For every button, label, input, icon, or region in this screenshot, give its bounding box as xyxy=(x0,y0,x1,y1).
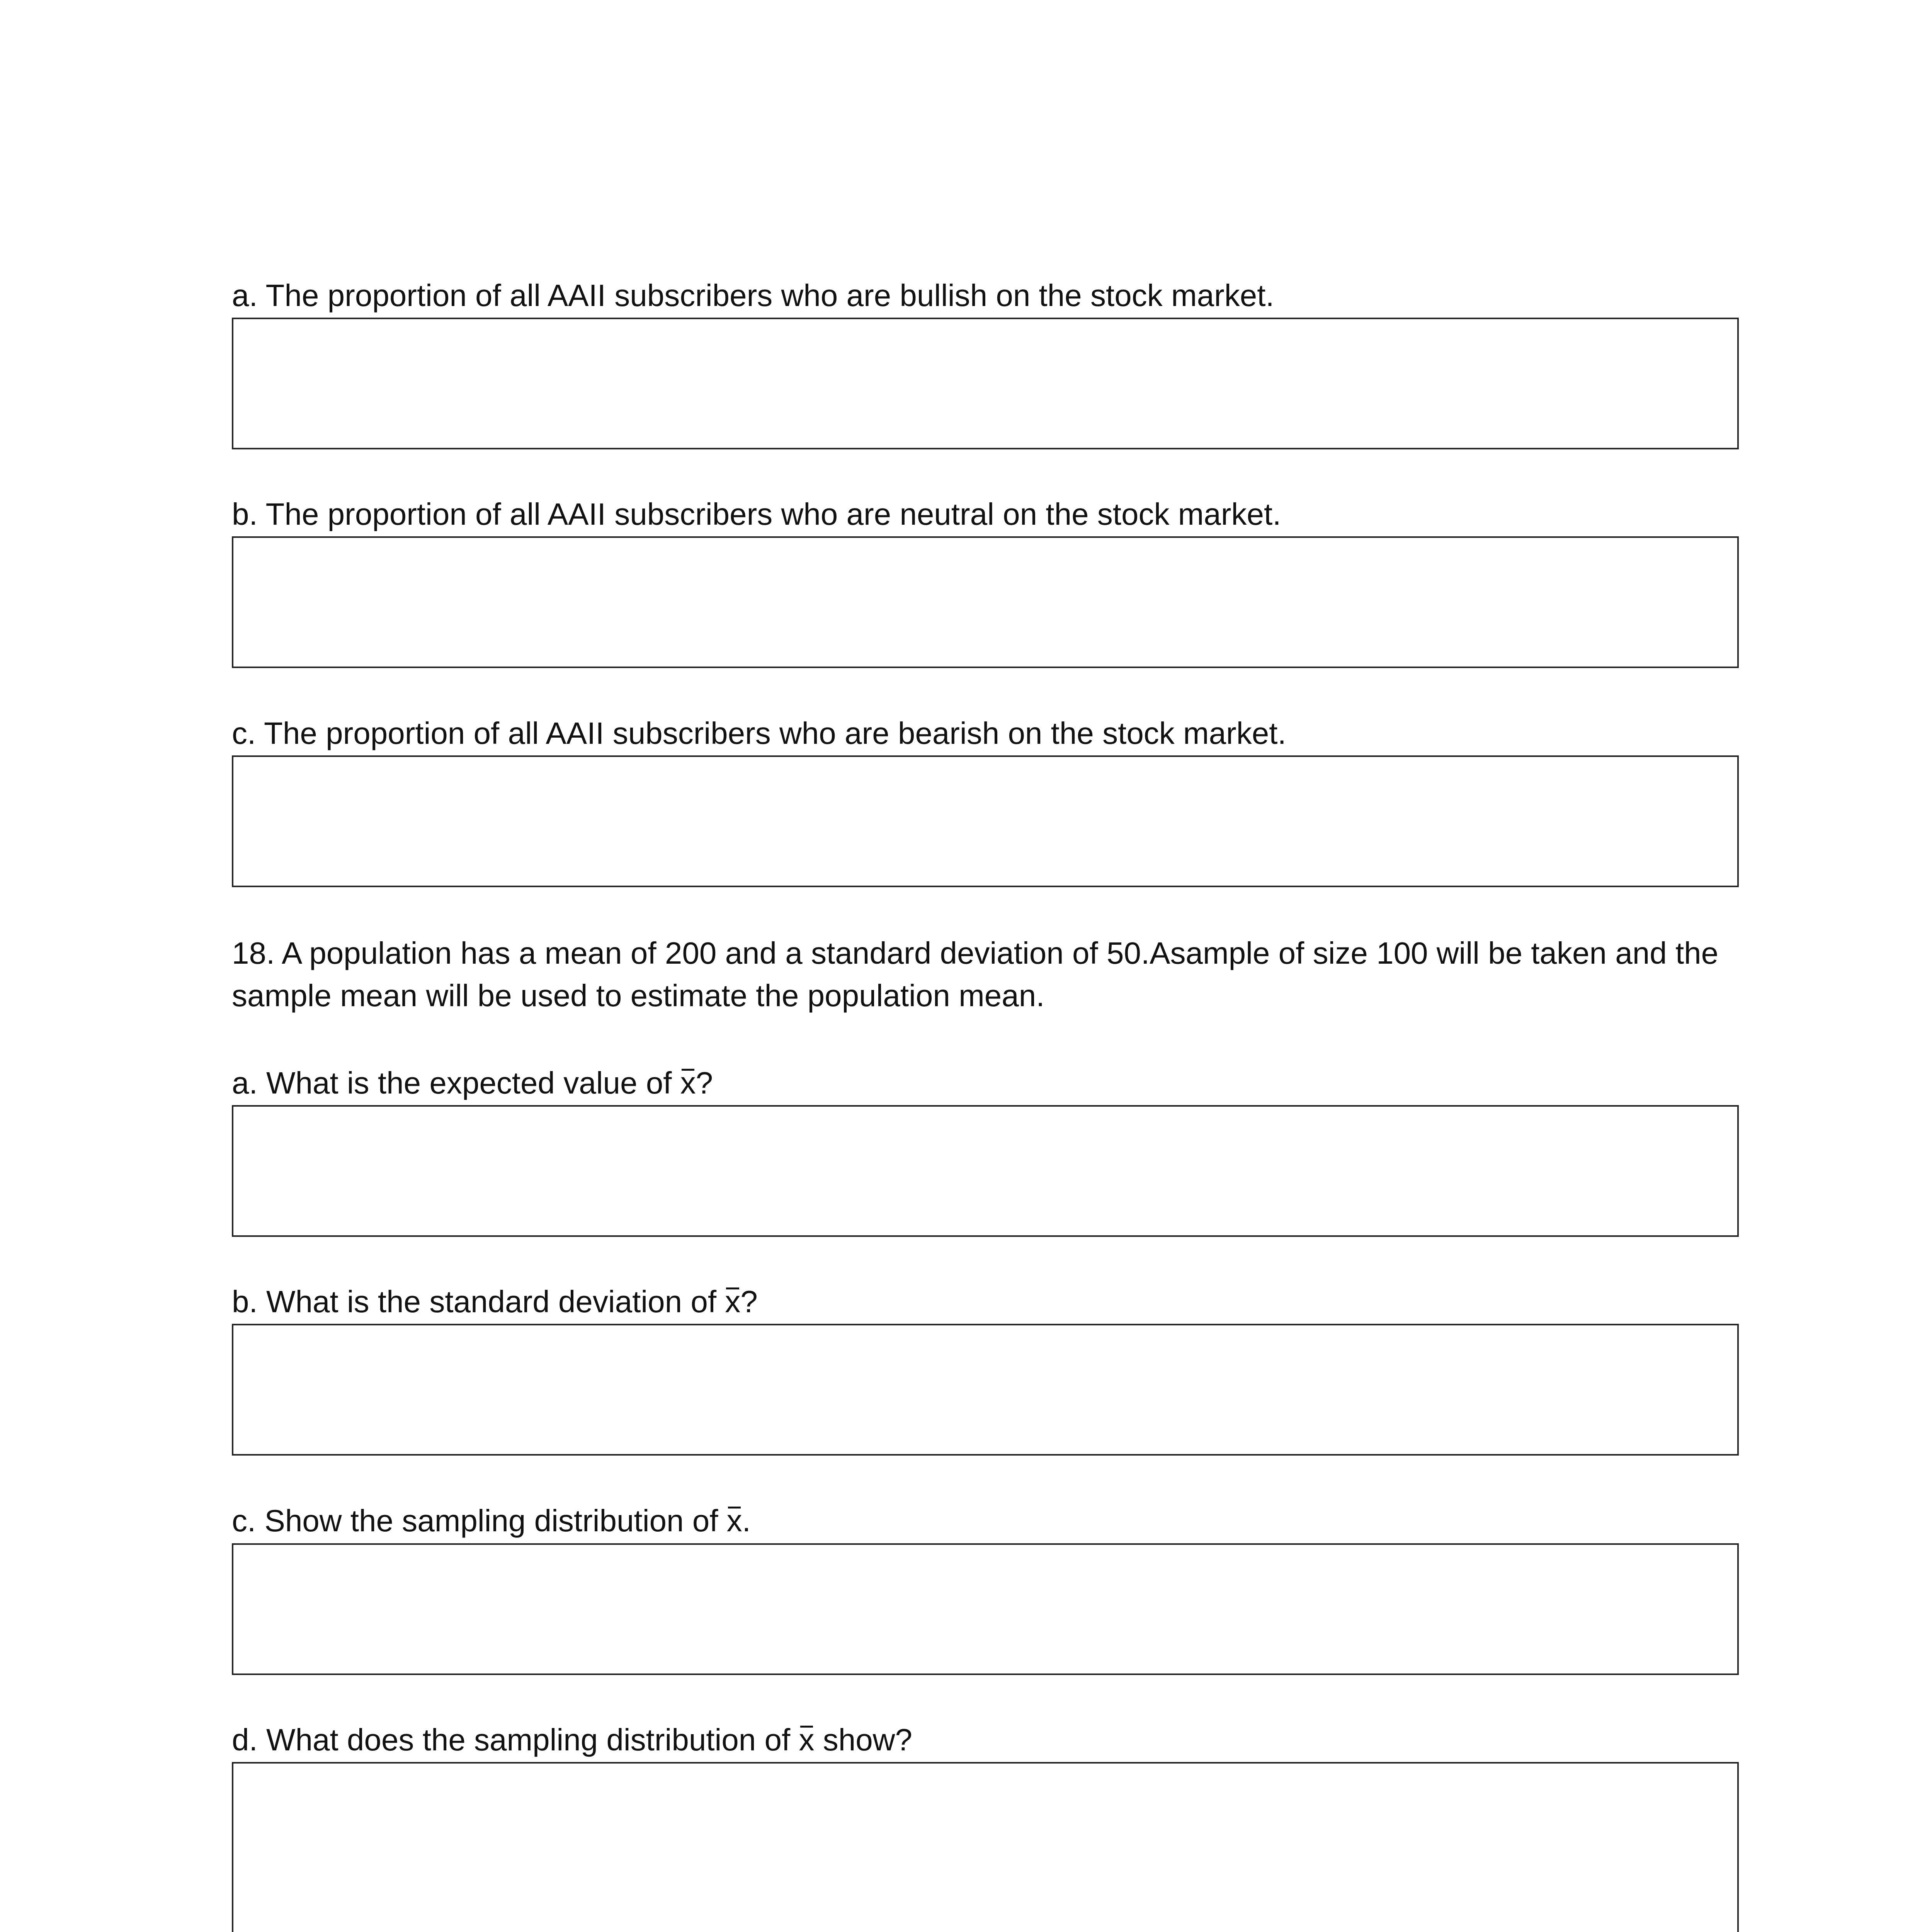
question-18a-end: ? xyxy=(696,1066,713,1100)
question-18b-end: ? xyxy=(740,1284,758,1319)
answer-box-17a[interactable] xyxy=(232,318,1739,449)
question-18c-end: . xyxy=(742,1503,751,1538)
question-18a xyxy=(232,1062,1739,1104)
question-17a: a. The proportion of all AAII subscribers who are bullish on the stock market. xyxy=(232,278,1274,313)
x-bar-symbol: x xyxy=(727,1500,742,1542)
question-18: 18. A population has a mean of 200 and a standard deviation of 50.Asample of size 100 will be taken and the sample mean will be used to estimate the population mean. xyxy=(232,936,1719,1013)
x-bar-symbol: x xyxy=(680,1062,696,1104)
question-18c xyxy=(232,1500,1739,1542)
question-17c: c. The proportion of all AAII subscribers who are bearish on the stock market. xyxy=(232,716,1286,750)
question-18b-text: b. What is the standard deviation of xyxy=(232,1284,725,1319)
answer-box-17b[interactable] xyxy=(232,536,1739,668)
question-18b xyxy=(232,1281,1739,1323)
question-18d-text: d. What does the sampling distribution of xyxy=(232,1723,799,1757)
question-18a-text: a. What is the expected value of xyxy=(232,1066,680,1100)
x-bar-symbol: x xyxy=(725,1281,740,1323)
answer-box-18a[interactable] xyxy=(232,1105,1739,1237)
question-18d xyxy=(232,1719,1739,1761)
x-bar-symbol: x xyxy=(799,1719,814,1761)
answer-box-18c[interactable] xyxy=(232,1543,1739,1675)
question-18c-text: c. Show the sampling distribution of xyxy=(232,1503,727,1538)
answer-box-17c[interactable] xyxy=(232,755,1739,887)
question-17b: b. The proportion of all AAII subscribers who are neutral on the stock market. xyxy=(232,497,1281,531)
answer-box-18b[interactable] xyxy=(232,1324,1739,1456)
answer-box-18d[interactable] xyxy=(232,1762,1739,1932)
question-18d-end: show? xyxy=(814,1723,912,1757)
